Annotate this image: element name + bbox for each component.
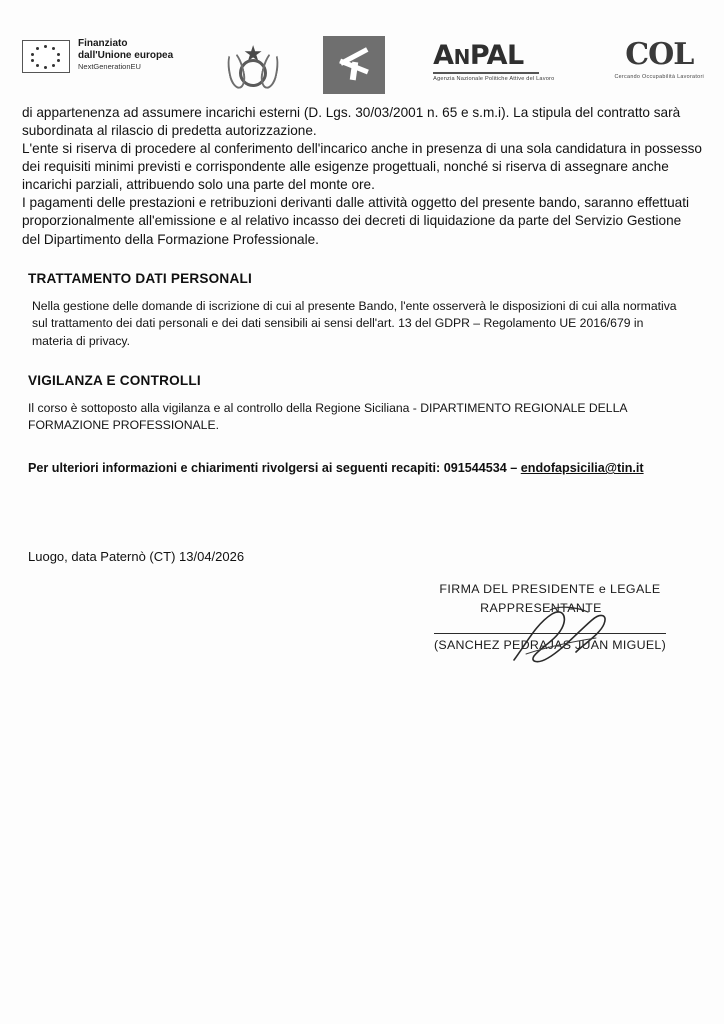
anpal-logo	[433, 36, 554, 82]
anpal-subtitle: Agenzia Nazionale Politiche Attive del Lavoro	[433, 76, 555, 82]
repubblica-italiana-emblem	[223, 36, 283, 94]
col-wordmark: COL	[625, 37, 694, 72]
eu-logo-line2: dall'Unione europea	[78, 49, 174, 61]
eu-flag-icon	[22, 40, 70, 73]
col-logo	[614, 36, 704, 80]
section-title-trattamento-dati: TRATTAMENTO DATI PERSONALI	[28, 270, 252, 286]
header-logo-bar	[0, 36, 724, 98]
trinacria-icon	[337, 48, 371, 82]
trattamento-dati-text: Nella gestione delle domande di iscrizione di cui al presente Bando, l'ente osserverà le disposizioni di cui alla normativa sul trattamento dei dati personali e dei dati sensibili ai sensi dell'art. 13 del GDPR – Regolamento UE 2016/679 in materia di privacy.	[32, 298, 677, 348]
anpal-letter-a: A	[433, 40, 454, 71]
col-subtitle: Cercando Occupabilità Lavoratori	[614, 74, 705, 80]
place-and-date: Luogo, data Paternò (CT) 13/04/2026	[28, 549, 245, 565]
vigilanza-text: Il corso è sottoposto alla vigilanza e al controllo della Regione Siciliana - DIPARTIMENTO REGIONALE DELLA FORMAZIONE PROFESSIONALE.	[28, 400, 627, 433]
section-body-trattamento-dati	[32, 298, 680, 351]
signatory-name: (SANCHEZ PEDRAJAS JUAN MIGUEL)	[433, 638, 667, 653]
star-icon: ★	[243, 41, 264, 66]
section-title-vigilanza: VIGILANZA E CONTROLLI	[28, 372, 201, 388]
signature-rule	[434, 633, 666, 634]
paragraph-1: di appartenenza ad assumere incarichi esterni (D. Lgs. 30/03/2001 n. 65 e s.m.i). La stipula del contratto sarà subordinata al rilascio di predetta autorizzazione.	[22, 105, 681, 139]
anpal-letter-n: N	[453, 45, 470, 69]
contact-email-link[interactable]: endofapsicilia@tin.it	[520, 461, 644, 476]
eu-next-generation-logo	[22, 36, 173, 73]
document-body	[22, 104, 702, 564]
intro-paragraphs	[22, 104, 702, 249]
anpal-letter-p: P	[469, 40, 487, 71]
paragraph-2: L'ente si riserva di procedere al conferimento dell'incarico anche in presenza di una sola candidatura in possesso dei requisiti minimi previsti e corrispondente alle esigenze progettuali, nonché si riserva di assegnare anche incarichi parziali, attribuendo solo una parte del monte ore.	[22, 141, 702, 193]
signature-title-line1: FIRMA DEL PRESIDENTE e LEGALE	[439, 582, 661, 596]
contacts-line	[28, 461, 702, 475]
eu-logo-line3: NextGenerationEU	[78, 62, 141, 71]
anpal-letters-al: AL	[486, 40, 524, 71]
paragraph-3: I pagamenti delle prestazioni e retribuzioni derivanti dalle attività oggetto del presente bando, saranno effettuati proporzionalmente all'emissione e al relativo incasso dei decreti di liquidazione da parte del Servizio Gestione del Dipartimento della Formazione Professionale.	[22, 195, 690, 247]
section-body-vigilanza	[28, 400, 678, 435]
regione-siciliana-logo	[323, 36, 385, 94]
anpal-divider	[433, 72, 539, 74]
eu-logo-line1: Finanziato	[78, 38, 128, 49]
signature-title-line2: RAPPRESENTANTE	[480, 600, 602, 615]
contacts-prefix: Per ulteriori informazioni e chiarimenti rivolgersi ai seguenti recapiti: 091544534 –	[28, 461, 521, 476]
signature-block	[400, 580, 700, 652]
